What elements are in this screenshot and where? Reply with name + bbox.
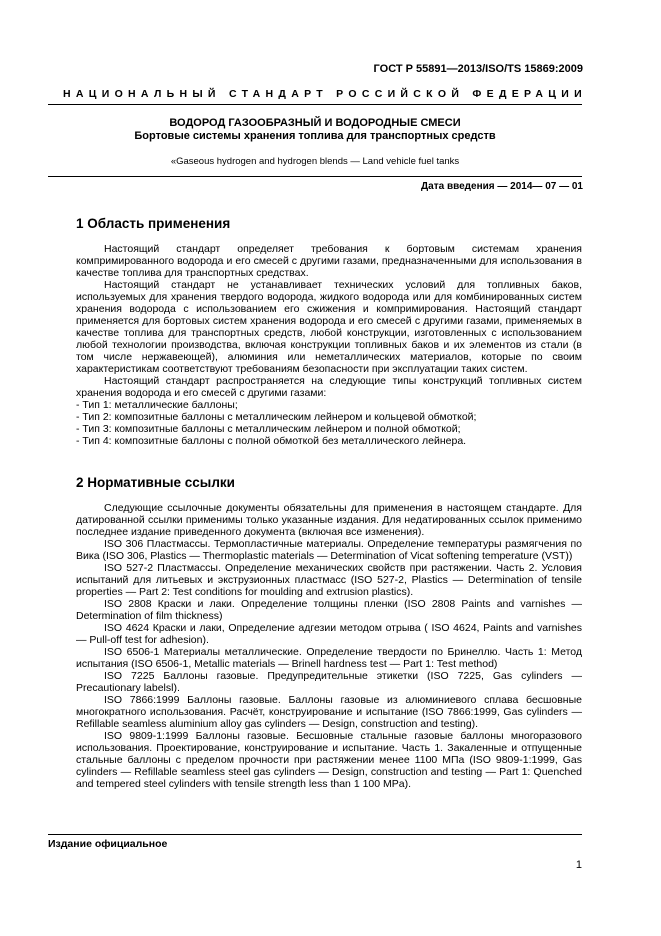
reference-item: ISO 9809-1:1999 Баллоны газовые. Бесшовные стальные газовые баллоны многоразового использования. Проектирование, конструирование и испытание. Часть 1. Закаленные и отпущенные стальные баллоны с пределом прочности при растяжении менее 1100 МПа (ISO 9809-1:1999, Gas cylinders — Refillable seamless steel gas cylinders — Design, construction and testing — Part 1: Quenched and tempered steel cylinders with tensile strength less than 1 100 MPa). xyxy=(76,730,582,790)
document-subtitle: Бортовые системы хранения топлива для транспортных средств xyxy=(134,130,496,142)
national-standard-title: НАЦИОНАЛЬНЫЙ СТАНДАРТ РОССИЙСКОЙ ФЕДЕРАЦИИ xyxy=(63,88,587,100)
reference-item: ISO 6506-1 Материалы металлические. Определение твердости по Бринеллю. Часть 1: Метод испытания (ISO 6506-1, Metallic materials — Brinell hardness test — Part 1: Test method) xyxy=(76,646,582,670)
standard-code: ГОСТ Р 55891—2013/ISO/TS 15869:2009 xyxy=(373,63,583,75)
section-2-body xyxy=(76,502,582,790)
section-1-heading: 1 Область применения xyxy=(76,216,231,231)
paragraph: Настоящий стандарт не устанавливает технических условий для топливных баков, используемых для хранения твердого водорода, жидкого водорода или для комбинированных систем хранения водорода с использованием его сжижения и компримирования. Настоящий стандарт применяется для бортовых систем хранения водорода и его смесей с другими газами, применяемых в качестве топлива для транспортных средств, любой конструкции, изготовленных с использованием любой технологии производства, включая конструкции топливных баков и их элементов из стали (в том числе нержавеющей), алюминия или неметаллических материалов, которые по своим характеристикам соответствуют требованиям безопасности при эксплуатации таких систем. xyxy=(76,279,582,375)
document-title: ВОДОРОД ГАЗООБРАЗНЫЙ И ВОДОРОДНЫЕ СМЕСИ xyxy=(169,117,461,129)
reference-item: ISO 2808 Краски и лаки. Определение толщины пленки (ISO 2808 Paints and varnishes — Determination of film thickness) xyxy=(76,598,582,622)
english-title: «Gaseous hydrogen and hydrogen blends — Land vehicle fuel tanks xyxy=(170,156,460,167)
title-rule xyxy=(48,176,582,177)
paragraph: Настоящий стандарт распространяется на следующие типы конструкций топливных систем хранения водорода и его смесей с другими газами: xyxy=(76,375,582,399)
list-item: - Тип 1: металлические баллоны; xyxy=(76,399,238,411)
reference-item: ISO 7225 Баллоны газовые. Предупредительные этикетки (ISO 7225, Gas cylinders — Precautionary labelsl). xyxy=(76,670,582,694)
paragraph: Следующие ссылочные документы обязательны для применения в настоящем стандарте. Для датированной ссылки применимы только указанные издания. Для недатированных ссылок применимо последнее издание приведенного документа (включая все изменения). xyxy=(76,502,582,538)
page-number: 1 xyxy=(575,859,582,871)
effective-date: Дата введения — 2014— 07 — 01 xyxy=(421,181,583,192)
section-2-heading: 2 Нормативные ссылки xyxy=(76,475,235,490)
list-item: - Тип 4: композитные баллоны с полной обмоткой без металлического лейнера. xyxy=(76,435,467,447)
list-item: - Тип 3: композитные баллоны с металлическим лейнером и полной обмоткой; xyxy=(76,423,461,435)
list-item: - Тип 2: композитные баллоны с металлическим лейнером и кольцевой обмоткой; xyxy=(76,411,477,423)
section-1-body xyxy=(76,243,582,447)
reference-item: ISO 4624 Краски и лаки, Определение адгезии методом отрыва ( ISO 4624, Paints and varnishes — Pull-off test for adhesion). xyxy=(76,622,582,646)
reference-item: ISO 306 Пластмассы. Термопластичные материалы. Определение температуры размягчения по Вика (ISO 306, Plastics — Thermoplastic materials — Determination of Vicat softening temperature (VST)) xyxy=(76,538,582,562)
official-edition-label: Издание официальное xyxy=(48,838,168,850)
reference-item: ISO 7866:1999 Баллоны газовые. Баллоны газовые из алюминиевого сплава бесшовные многократного использования. Расчёт, конструирование и испытание (ISO 7866:1999, Gas cylinders — Refillable seamless aluminium alloy gas cylinders — Design, construction and testing). xyxy=(76,694,582,730)
paragraph: Настоящий стандарт определяет требования к бортовым системам хранения компримированного водорода и его смесей с другими газами, предназначенными для использования в качестве топлива для транспортных средствах. xyxy=(76,243,582,279)
footer-rule xyxy=(48,834,582,835)
header-rule xyxy=(48,104,582,105)
reference-item: ISO 527-2 Пластмассы. Определение механических свойств при растяжении. Часть 2. Условия испытаний для литьевых и экструзионных пластмасс (ISO 527-2, Plastics — Determination of tensile properties — Part 2: Test conditions for moulding and extrusion plastics). xyxy=(76,562,582,598)
